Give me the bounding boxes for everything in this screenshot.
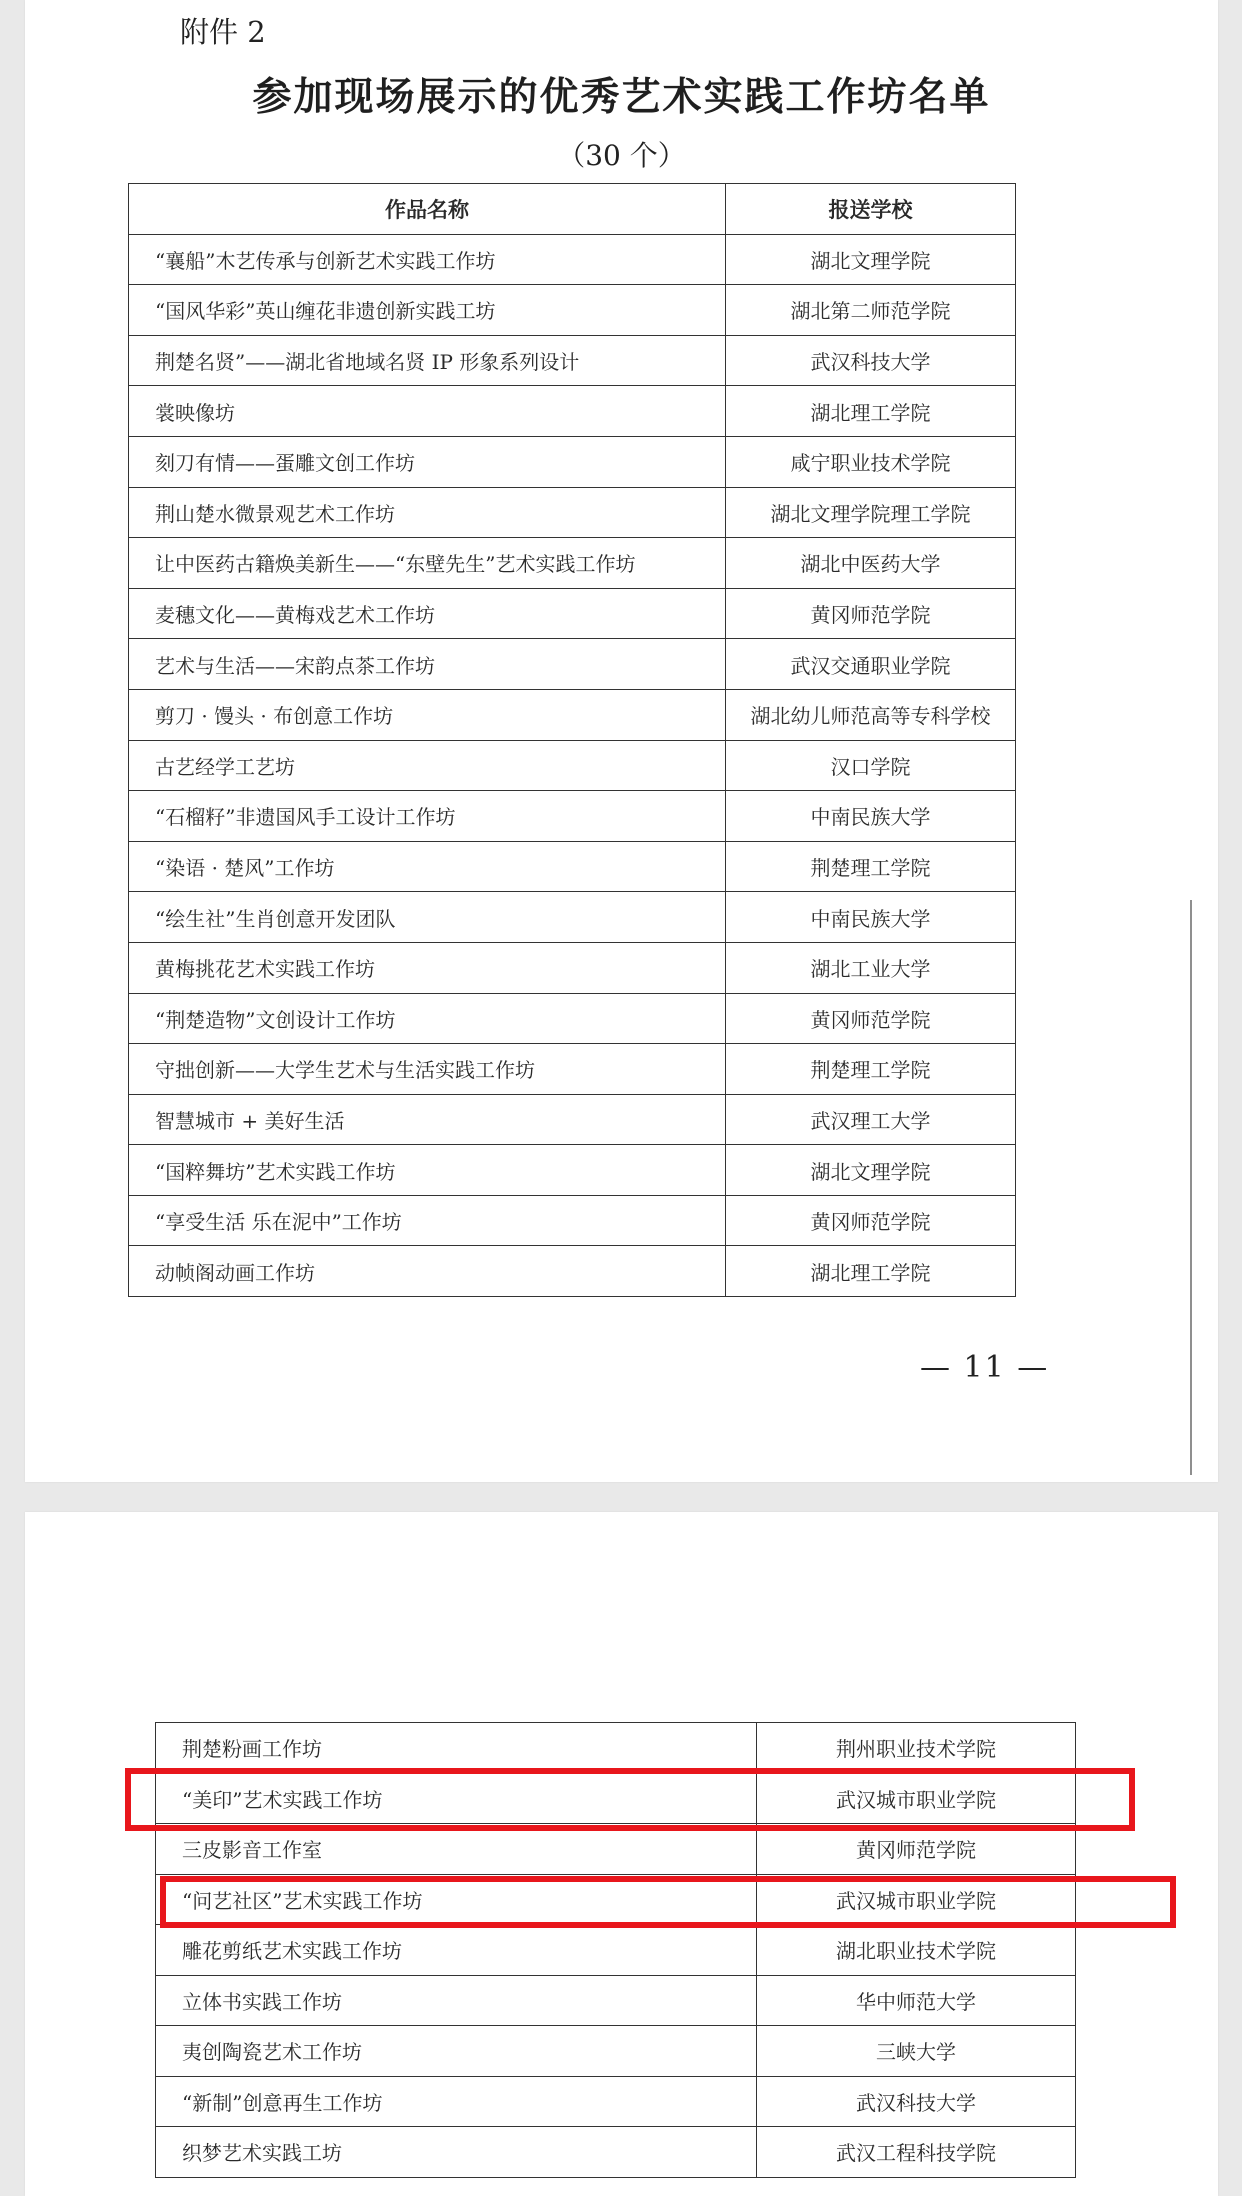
work-name-cell: 艺术与生活——宋韵点茶工作坊	[129, 639, 726, 690]
table-row	[156, 1925, 1076, 1976]
school-cell: 黄冈师范学院	[757, 1824, 1076, 1875]
work-name-cell: 雕花剪纸艺术实践工作坊	[156, 1925, 757, 1976]
school-cell: 湖北理工学院	[726, 1246, 1016, 1297]
school-cell: 湖北文理学院理工学院	[726, 487, 1016, 538]
table-row	[129, 689, 1016, 740]
school-cell: 荆楚理工学院	[726, 1044, 1016, 1095]
table-row	[129, 993, 1016, 1044]
work-name-cell: 三皮影音工作室	[156, 1824, 757, 1875]
work-name-cell: 夷创陶瓷艺术工作坊	[156, 2026, 757, 2077]
table-row	[129, 386, 1016, 437]
table-row	[129, 487, 1016, 538]
school-cell: 湖北幼儿师范高等专科学校	[726, 689, 1016, 740]
school-cell: 湖北文理学院	[726, 234, 1016, 285]
work-name-cell: 智慧城市 + 美好生活	[129, 1094, 726, 1145]
table-row	[129, 234, 1016, 285]
table-row	[156, 1824, 1076, 1875]
header-work-name: 作品名称	[129, 184, 726, 235]
table-header-row	[129, 184, 1016, 235]
school-cell: 武汉科技大学	[757, 2076, 1076, 2127]
scan-edge-line	[1190, 900, 1192, 1475]
table-row	[129, 1246, 1016, 1297]
work-name-cell: “绘生社”生肖创意开发团队	[129, 892, 726, 943]
school-cell: 荆楚理工学院	[726, 841, 1016, 892]
table-row	[129, 1044, 1016, 1095]
work-name-cell: “襄船”木艺传承与创新艺术实践工作坊	[129, 234, 726, 285]
header-school: 报送学校	[726, 184, 1016, 235]
table-row	[129, 538, 1016, 589]
school-cell: 中南民族大学	[726, 791, 1016, 842]
school-cell: 武汉科技大学	[726, 335, 1016, 386]
work-name-cell: 裳映像坊	[129, 386, 726, 437]
school-cell: 华中师范大学	[757, 1975, 1076, 2026]
school-cell: 湖北第二师范学院	[726, 285, 1016, 336]
table-row	[129, 892, 1016, 943]
school-cell: 湖北中医药大学	[726, 538, 1016, 589]
school-cell: 汉口学院	[726, 740, 1016, 791]
work-name-cell: 刻刀有情——蛋雕文创工作坊	[129, 436, 726, 487]
page-number: — 11 —	[920, 1350, 1050, 1385]
table-row	[129, 335, 1016, 386]
table-row	[156, 2026, 1076, 2077]
work-name-cell: “国风华彩”英山缠花非遗创新实践工坊	[129, 285, 726, 336]
table-row	[129, 740, 1016, 791]
school-cell: 武汉交通职业学院	[726, 639, 1016, 690]
work-name-cell: 古艺经学工艺坊	[129, 740, 726, 791]
work-name-cell: 黄梅挑花艺术实践工作坊	[129, 942, 726, 993]
school-cell: 湖北文理学院	[726, 1145, 1016, 1196]
work-name-cell: 让中医药古籍焕美新生——“东壁先生”艺术实践工作坊	[129, 538, 726, 589]
work-name-cell: “国粹舞坊”艺术实践工作坊	[129, 1145, 726, 1196]
table-row	[129, 1145, 1016, 1196]
work-name-cell: “美印”艺术实践工作坊	[156, 1773, 757, 1824]
attachment-label: 附件 2	[180, 15, 266, 49]
work-name-cell: “染语 · 楚风”工作坊	[129, 841, 726, 892]
table-row	[129, 791, 1016, 842]
school-cell: 武汉城市职业学院	[757, 1874, 1076, 1925]
table-row	[129, 841, 1016, 892]
school-cell: 武汉理工大学	[726, 1094, 1016, 1145]
school-cell: 三峡大学	[757, 2026, 1076, 2077]
table-row	[156, 1975, 1076, 2026]
work-name-cell: 守拙创新——大学生艺术与生活实践工作坊	[129, 1044, 726, 1095]
table-row	[129, 639, 1016, 690]
table-row	[129, 588, 1016, 639]
work-name-cell: “石榴籽”非遗国风手工设计工作坊	[129, 791, 726, 842]
table-row	[156, 1723, 1076, 1774]
school-cell: 咸宁职业技术学院	[726, 436, 1016, 487]
school-cell: 湖北理工学院	[726, 386, 1016, 437]
red-highlight-box-wenyi	[160, 1876, 1176, 1928]
school-cell: 湖北职业技术学院	[757, 1925, 1076, 1976]
school-cell: 黄冈师范学院	[726, 993, 1016, 1044]
work-name-cell: 荆楚名贤”——湖北省地域名贤 IP 形象系列设计	[129, 335, 726, 386]
school-cell: 黄冈师范学院	[726, 588, 1016, 639]
school-cell: 黄冈师范学院	[726, 1195, 1016, 1246]
school-cell: 荆州职业技术学院	[757, 1723, 1076, 1774]
work-name-cell: “新制”创意再生工作坊	[156, 2076, 757, 2127]
item-count: （30 个）	[557, 139, 686, 172]
table-row	[156, 2076, 1076, 2127]
school-cell: 武汉工程科技学院	[757, 2127, 1076, 2178]
work-name-cell: “享受生活 乐在泥中”工作坊	[129, 1195, 726, 1246]
school-cell: 武汉城市职业学院	[757, 1773, 1076, 1824]
table-row	[129, 942, 1016, 993]
school-cell: 湖北工业大学	[726, 942, 1016, 993]
table-row	[129, 1094, 1016, 1145]
work-name-cell: 织梦艺术实践工坊	[156, 2127, 757, 2178]
work-name-cell: 立体书实践工作坊	[156, 1975, 757, 2026]
work-name-cell: “荆楚造物”文创设计工作坊	[129, 993, 726, 1044]
red-highlight-box-meiyin	[125, 1768, 1135, 1831]
table-row	[156, 2127, 1076, 2178]
work-name-cell: 剪刀 · 馒头 · 布创意工作坊	[129, 689, 726, 740]
work-name-cell: 荆楚粉画工作坊	[156, 1723, 757, 1774]
document-title: 参加现场展示的优秀艺术实践工作坊名单	[252, 74, 991, 120]
table-row	[129, 285, 1016, 336]
table-row	[129, 436, 1016, 487]
work-name-cell: 麦穗文化——黄梅戏艺术工作坊	[129, 588, 726, 639]
work-name-cell: 动帧阁动画工作坊	[129, 1246, 726, 1297]
work-name-cell: 荆山楚水微景观艺术工作坊	[129, 487, 726, 538]
workshop-table-page-1	[128, 183, 1016, 1297]
table-row	[129, 1195, 1016, 1246]
school-cell: 中南民族大学	[726, 892, 1016, 943]
work-name-cell: “问艺社区”艺术实践工作坊	[156, 1874, 757, 1925]
